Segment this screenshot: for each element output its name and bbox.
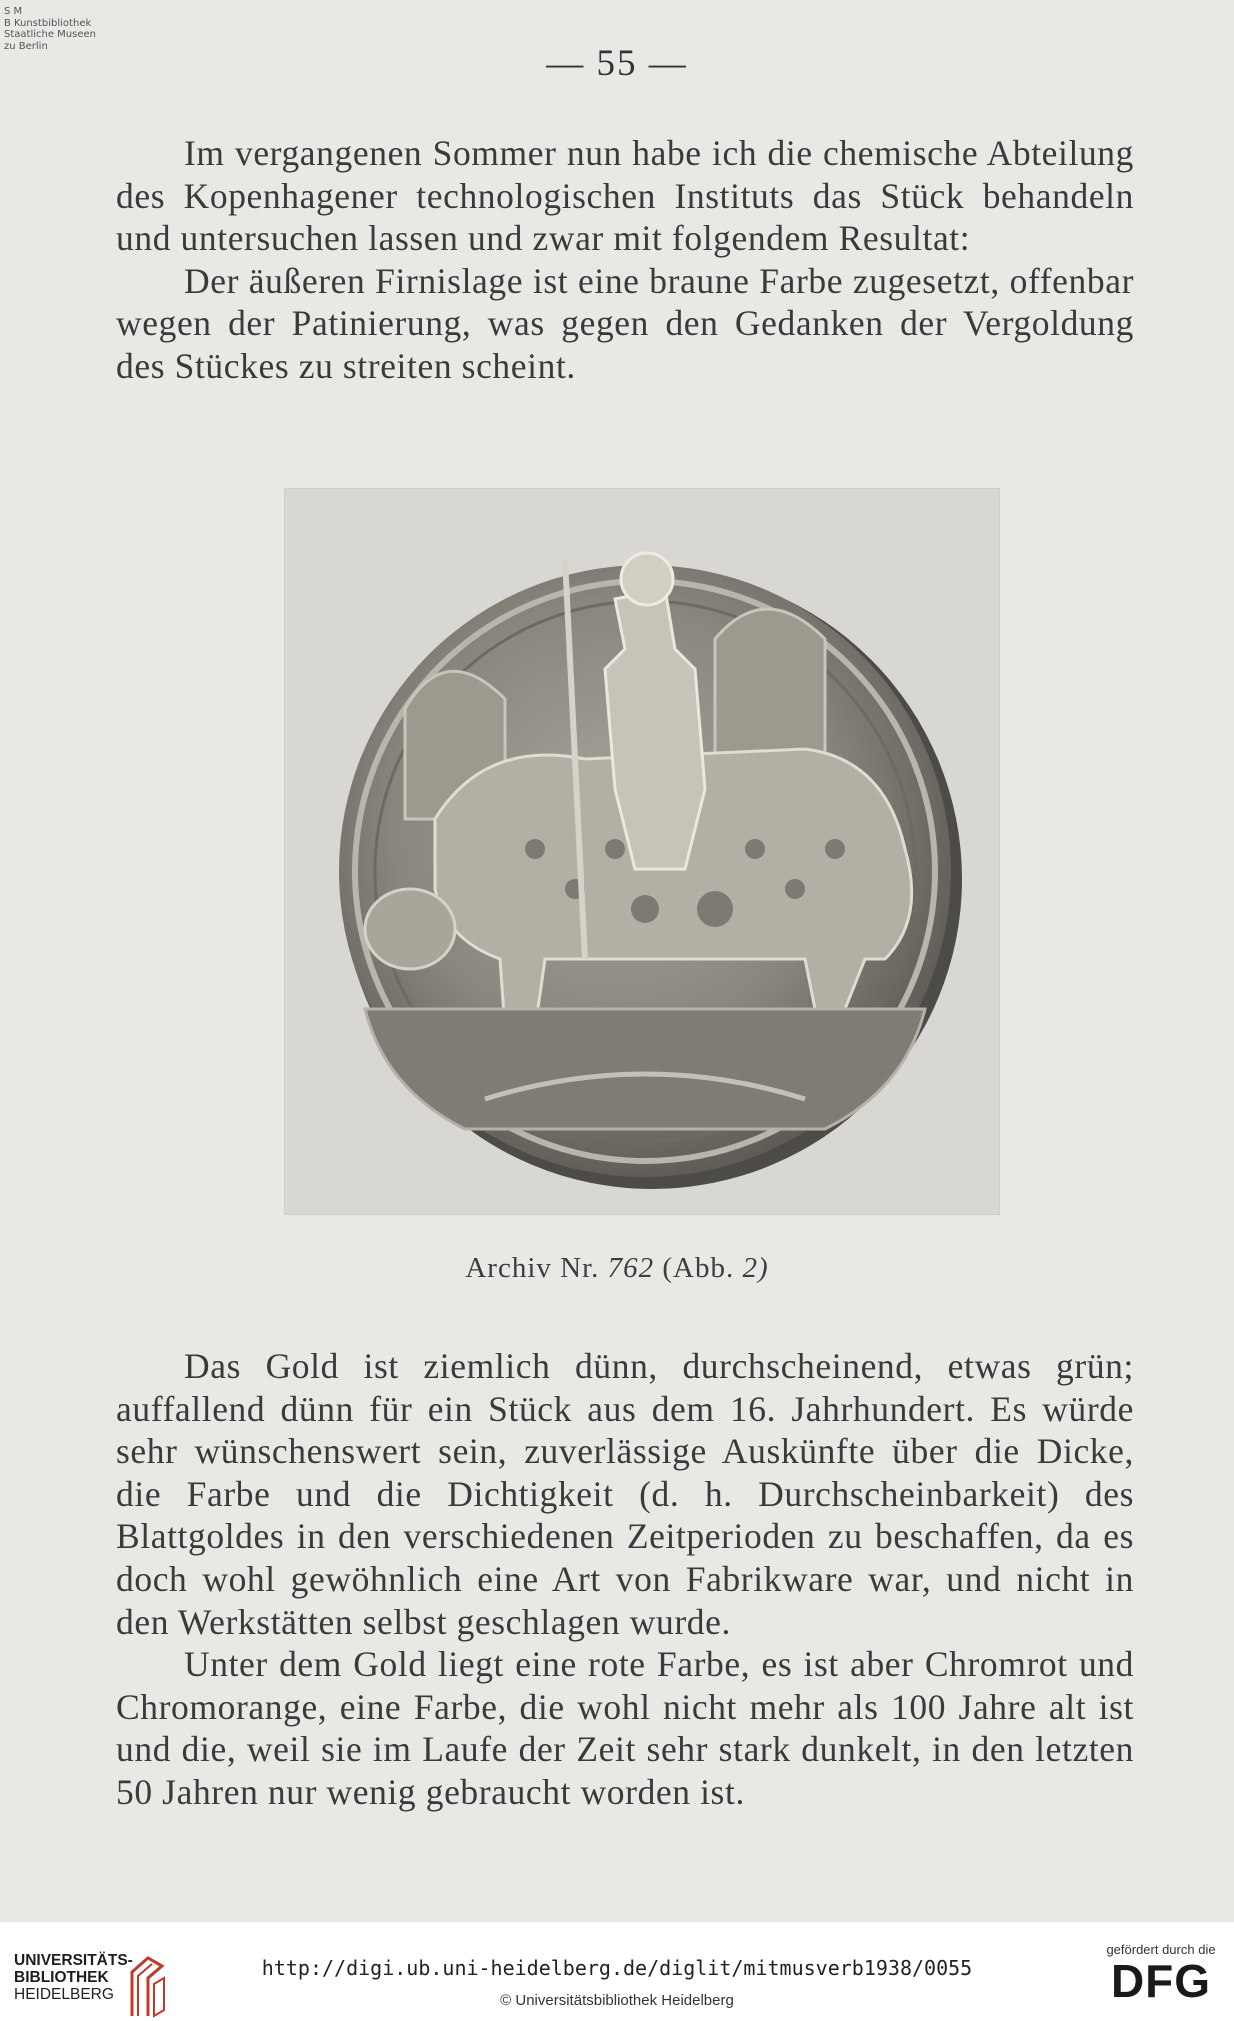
footer-bar bbox=[0, 1922, 1234, 2021]
figure-caption bbox=[0, 1252, 1234, 1285]
copyright-notice: © Universitätsbibliothek Heidelberg bbox=[500, 1992, 734, 2009]
library-name-line: HEIDELBERG bbox=[14, 1986, 114, 2003]
library-name-line: BIBLIOTHEK bbox=[14, 1969, 109, 1986]
dfg-logo[interactable] bbox=[1096, 1942, 1226, 2005]
page-number: — 55 — bbox=[546, 43, 688, 84]
permalink-url[interactable]: http://digi.ub.uni-heidelberg.de/diglit/mitmusverb1938/0055 bbox=[261, 1956, 973, 1980]
stamp-line: zu Berlin bbox=[4, 40, 48, 52]
stamp-line: S M bbox=[4, 6, 23, 17]
funder-note: gefördert durch die bbox=[1106, 1942, 1216, 1957]
caption-prefix: Archiv Nr. bbox=[465, 1252, 600, 1284]
stamp-line: Staatliche Museen bbox=[4, 29, 96, 40]
text-block-bottom bbox=[116, 1345, 1134, 1814]
medal-image bbox=[285, 489, 999, 1214]
stamp-line: B Kunstbibliothek bbox=[4, 17, 92, 29]
paragraph: Der äußeren Firnislage ist eine braune Farbe zugesetzt, offenbar wegen der Patinierung, was gegen den Gedanken der Vergoldung des Stückes zu streiten scheint. bbox=[116, 260, 1134, 386]
caption-abb-number: 2) bbox=[742, 1252, 769, 1284]
paragraph: Das Gold ist ziemlich dünn, durchscheinend, etwas grün; auffallend dünn für ein Stück aus dem 16. Jahrhundert. Es würde sehr wünschenswert sein, zuverlässige Auskünfte über die Dicke, die Farbe und die Dichtigkeit (d. h. Durchscheinbarkeit) des Blattgoldes in den verschiedenen Zeitperioden zu beschaffen, da es doch wohl gewöhnlich eine Art von Fabrikware war, und nicht in den Werkstätten selbst geschlagen wurde. bbox=[116, 1346, 1134, 1642]
medal-photograph bbox=[284, 488, 1000, 1215]
paragraph: Im vergangenen Sommer nun habe ich die chemische Abteilung des Kopenhagener technologischen Instituts das Stück behandeln und untersuchen lassen und zwar mit folgendem Resultat: bbox=[116, 133, 1134, 259]
funder-logo-text: DFG bbox=[1110, 1955, 1212, 2007]
text-block-top bbox=[116, 132, 1134, 388]
library-name-line: UNIVERSITÄTS- bbox=[14, 1952, 133, 1969]
caption-number: 762 bbox=[607, 1252, 655, 1284]
paragraph: Unter dem Gold liegt eine rote Farbe, es ist aber Chromrot und Chromorange, eine Farbe, die wohl nicht mehr als 100 Jahre alt ist und die, weil sie im Laufe der Zeit sehr stark dunkelt, in den letzten 50 Jahren nur wenig gebraucht worden ist. bbox=[116, 1644, 1134, 1812]
caption-abb: (Abb. bbox=[662, 1252, 735, 1284]
